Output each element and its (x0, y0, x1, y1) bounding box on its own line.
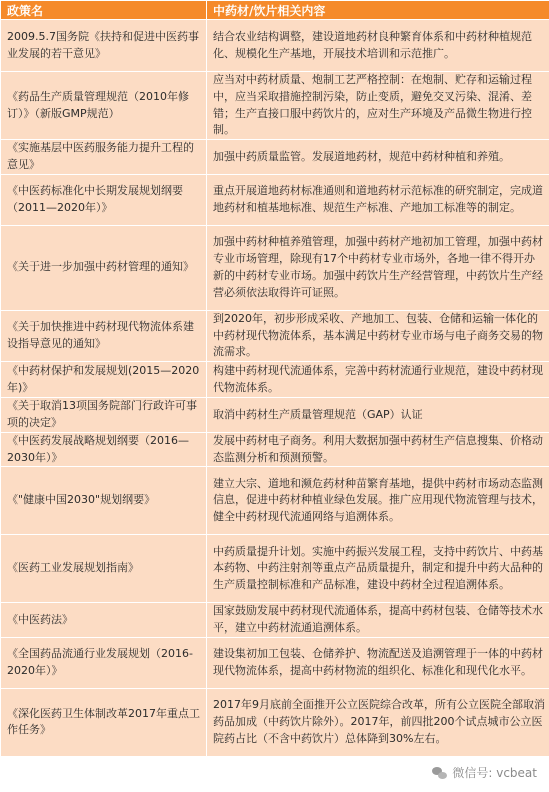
policy-name-cell: 2009.5.7国务院《扶持和促进中医药事业发展的若干意见》 (1, 20, 207, 72)
policy-name-cell: 《关于取消13项国务院部门行政许可事项的决定》 (1, 398, 207, 433)
table-row (1, 362, 549, 398)
table-row (1, 535, 549, 603)
table-row (1, 467, 549, 535)
policy-name-cell: 《"健康中国2030"规划纲要》 (1, 467, 207, 535)
table-row (1, 688, 549, 756)
policy-content-cell: 加强中药质量监管。发展道地药材，规范中药材种植和养殖。 (207, 140, 549, 175)
table-row (1, 140, 549, 175)
table-row (1, 603, 549, 638)
table-row (1, 174, 549, 225)
policy-name-cell: 《深化医药卫生体制改革2017年重点工作任务》 (1, 688, 207, 756)
watermark-text: 微信号: vcbeat (452, 766, 537, 780)
policy-content-cell: 到2020年，初步形成采收、产地加工、包装、仓储和运输一体化的中药材现代物流体系，基本满足中药材专业市场与电子商务交易的物流需求。 (207, 310, 549, 361)
policy-content-cell: 重点开展道地药材标准通则和道地药材示范标准的研究制定，完成道地药材和植基地标准、规范生产标准、产地加工标准等的制定。 (207, 174, 549, 225)
policy-content-cell: 发展中药材电子商务。利用大数据加强中药材生产信息搜集、价格动态监测分析和预测预警。 (207, 432, 549, 467)
policy-name-cell: 《全国药品流通行业发展规划（2016-2020年）》 (1, 637, 207, 688)
watermark (428, 763, 541, 782)
table-row (1, 310, 549, 361)
policy-name-cell: 《药品生产质量管理规范（2010年修订）》（新版GMP规范） (1, 72, 207, 140)
policy-content-cell: 国家鼓励发展中药材现代流通体系，提高中药材包装、仓储等技术水平，建立中药材流通追溯体系。 (207, 603, 549, 638)
policy-content-cell: 应当对中药材质量、炮制工艺严格控制：在炮制、贮存和运输过程中，应当采取措施控制污染，防止变质，避免交叉污染、混淆、差错；生产直接口服中药饮片的，应对生产环境及产品微生物进行控制。 (207, 72, 549, 140)
table-row (1, 72, 549, 140)
policy-content-cell: 构建中药材现代流通体系，完善中药材流通行业规范，建设中药材现代物流体系。 (207, 362, 549, 398)
table-row (1, 398, 549, 433)
policy-content-cell: 建设集初加工包装、仓储养护、物流配送及追溯管理于一体的中药材现代物流体系，提高中药材物流的组织化、标准化和现代化水平。 (207, 637, 549, 688)
header-policy-name: 政策名 (1, 1, 207, 20)
policy-content-cell: 加强中药材种植养殖管理，加强中药材产地初加工管理，加强中药材专业市场管理，除现有17个中药材专业市场外，各地一律不得开办新的中药材专业市场。加强中药饮片生产经营管理，中药饮片生产经营必须依法取得许可证照。 (207, 225, 549, 310)
policy-name-cell: 《实施基层中医药服务能力提升工程的意见》 (1, 140, 207, 175)
header-content: 中药材/饮片相关内容 (207, 1, 549, 20)
policy-name-cell: 《中药材保护和发展规划(2015—2020年)》 (1, 362, 207, 398)
table-row (1, 225, 549, 310)
policy-name-cell: 《中医药标准化中长期发展规划纲要（2011—2020年）》 (1, 174, 207, 225)
table-row (1, 20, 549, 72)
table-row (1, 637, 549, 688)
policy-content-cell: 中药质量提升计划。实施中药振兴发展工程，支持中药饮片、中药基本药物、中药注射剂等重点产品质量提升，制定和提升中药大品种的生产质量控制标准和产品标准，建设中药材全过程追溯体系。 (207, 535, 549, 603)
policy-name-cell: 《关于进一步加强中药材管理的通知》 (1, 225, 207, 310)
policy-content-cell: 取消中药材生产质量管理规范（GAP）认证 (207, 398, 549, 433)
policy-name-cell: 《中医药法》 (1, 603, 207, 638)
table-header-row (1, 1, 549, 20)
policy-name-cell: 《中医药发展战略规划纲要（2016—2030年）》 (1, 432, 207, 467)
policy-content-cell: 2017年9月底前全面推开公立医院综合改革，所有公立医院全部取消药品加成（中药饮片除外）。2017年，前四批200个试点城市公立医院药占比（不含中药饮片）总体降到30%左右。 (207, 688, 549, 756)
policy-name-cell: 《关于加快推进中药材现代物流体系建设指导意见的通知》 (1, 310, 207, 361)
table-row (1, 432, 549, 467)
policy-content-cell: 结合农业结构调整，建设道地药材良种繁育体系和中药材种植规范化、规模化生产基地，开展技术培训和示范推广。 (207, 20, 549, 72)
policy-content-cell: 建立大宗、道地和濒危药材种苗繁育基地，提供中药材市场动态监测信息，促进中药材种植业绿色发展。推广应用现代物流管理与技术，健全中药材现代流通网络与追溯体系。 (207, 467, 549, 535)
wechat-icon (432, 766, 448, 780)
policy-name-cell: 《医药工业发展规划指南》 (1, 535, 207, 603)
